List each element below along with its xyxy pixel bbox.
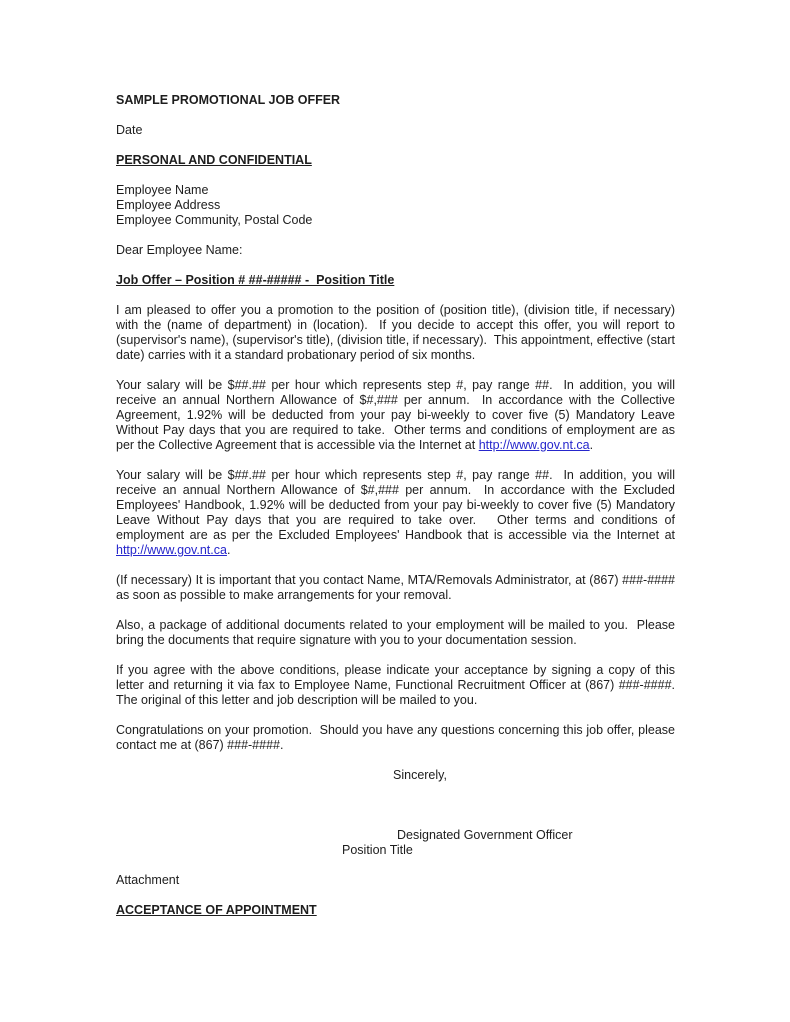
paragraph-acceptance-instructions: If you agree with the above conditions, please indicate your acceptance by signing a copy of this letter and returning it via fax to Employee Name, Functional Recruitment Officer at (867) ###-####. The original of this letter and job description will be mailed to you. <box>116 663 682 707</box>
paragraph-salary-collective <box>116 378 679 453</box>
salutation-line: Dear Employee Name: <box>116 243 243 257</box>
recipient-community-line: Employee Community, Postal Code <box>116 213 313 227</box>
recipient-name: Employee Name <box>116 183 209 197</box>
closing-sincerely: Sincerely, <box>393 768 447 782</box>
paragraph-text: . <box>589 438 594 452</box>
paragraph-congratulations: Congratulations on your promotion. Should you have any questions concerning this job offer, please contact me at (867) ###-####. <box>116 723 679 752</box>
acceptance-heading: ACCEPTANCE OF APPOINTMENT <box>116 903 317 917</box>
confidential-heading: PERSONAL AND CONFIDENTIAL <box>116 153 312 167</box>
paragraph-removal: (If necessary) It is important that you contact Name, MTA/Removals Administrator, at (867) ###-#### as soon as possible to make arrangements for your removal. <box>116 573 679 602</box>
gov-nt-ca-link[interactable]: http://www.gov.nt.ca <box>116 543 227 557</box>
paragraph-salary-excluded <box>116 468 679 558</box>
letter-content <box>116 93 682 933</box>
recipient-address-line: Employee Address <box>116 198 221 212</box>
paragraph-documents: Also, a package of additional documents related to your employment will be mailed to you. Please bring the documents that require signature with you to your documentation session. <box>116 618 679 647</box>
recipient-address-block <box>116 183 675 228</box>
paragraph-text: Your salary will be $##.## per hour which represents step #, pay range ##. In addition, you will receive an annual Northern Allowance of $#,### per annum. In accordance with the Excluded Employees' Handbook, 1.92% will be deducted from your pay bi-weekly to cover five (5) Mandatory Leave Without Pay days that you are required to take over. Other terms and conditions of employment are as per the Excluded Employees' Handbook that is accessible via the Internet at <box>116 468 679 542</box>
attachment-label: Attachment <box>116 873 180 887</box>
paragraph-text: . <box>226 543 231 557</box>
signer-title-line: Designated Government Officer <box>397 828 573 842</box>
date-line: Date <box>116 123 143 137</box>
paragraph-intro: I am pleased to offer you a promotion to the position of (position title), (division title, if necessary) with the (name of department) in (location). If you decide to accept this offer, you will report to (supervisor's name), (supervisor's title), (division title, if necessary). This appointment, effective (start date) carries with it a standard probationary period of six months. <box>116 303 679 362</box>
paragraph-text: Your salary will be $##.## per hour which represents step #, pay range ##. In addition, you will receive an annual Northern Allowance of $#,### per annum. In accordance with the Collective Agreement, 1.92% will be deducted from your pay bi-weekly to cover five (5) Mandatory Leave Without Pay days that you are required to take. Other terms and conditions of employment are as per the Collective Agreement that is accessible via the Internet at <box>116 378 679 452</box>
subject-heading: Job Offer – Position # ##-##### - Position Title <box>116 273 395 287</box>
gov-nt-ca-link[interactable]: http://www.gov.nt.ca <box>478 438 590 452</box>
letter-title: SAMPLE PROMOTIONAL JOB OFFER <box>116 93 341 107</box>
signer-position-line: Position Title <box>342 843 413 857</box>
